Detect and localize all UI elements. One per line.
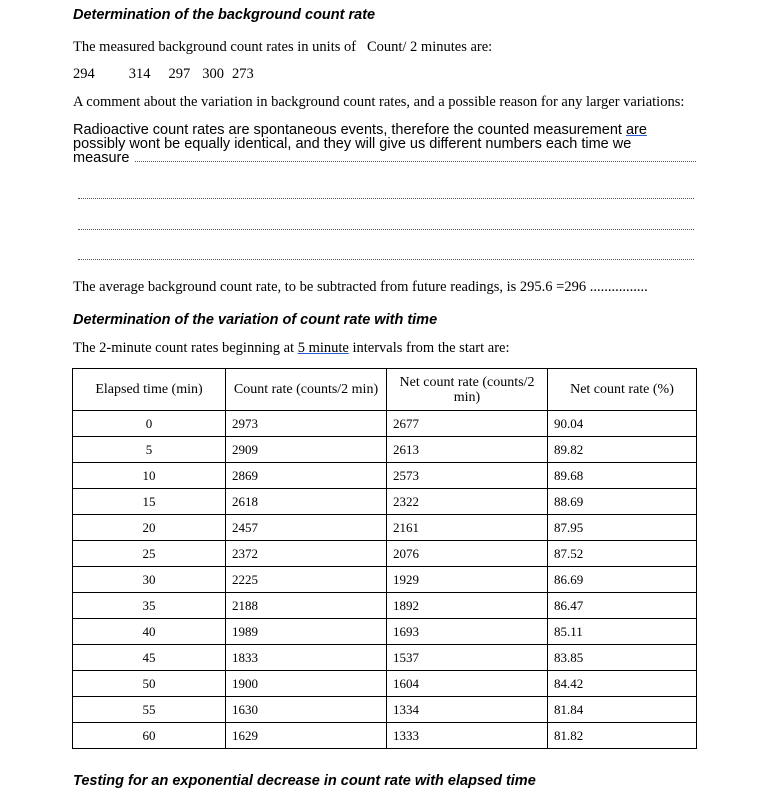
header-net-count-percent: Net count rate (%): [548, 369, 697, 411]
elapsed-time-cell: 10: [73, 463, 226, 489]
table-row: [73, 619, 697, 645]
net-count-cell: 2322: [387, 489, 548, 515]
elapsed-time-cell: 15: [73, 489, 226, 515]
dotted-line: [78, 198, 694, 199]
comment-prompt: A comment about the variation in background count rates, and a possible reason for any larger variations:: [73, 94, 685, 110]
table-row: [73, 411, 697, 437]
elapsed-time-cell: 60: [73, 723, 226, 749]
table-row: [73, 489, 697, 515]
count-rate-cell: 1630: [226, 697, 387, 723]
table-row: [73, 515, 697, 541]
net-count-cell: 2573: [387, 463, 548, 489]
count-rate-cell: 2618: [226, 489, 387, 515]
background-intro: The measured background count rates in units of Count/ 2 minutes are:: [73, 39, 493, 55]
count-rate-cell: 1629: [226, 723, 387, 749]
elapsed-time-cell: 0: [73, 411, 226, 437]
count-rate-cell: 2188: [226, 593, 387, 619]
elapsed-time-cell: 5: [73, 437, 226, 463]
table-row: [73, 541, 697, 567]
table-row: [73, 463, 697, 489]
elapsed-time-cell: 35: [73, 593, 226, 619]
intro-text: intervals from the start are:: [348, 340, 510, 356]
count-rate-cell: 2225: [226, 567, 387, 593]
dotted-line: [135, 161, 696, 162]
net-percent-cell: 83.85: [548, 645, 697, 671]
count-rate-cell: 2973: [226, 411, 387, 437]
count-rate-cell: 1900: [226, 671, 387, 697]
net-count-cell: 1892: [387, 593, 548, 619]
net-percent-cell: 81.84: [548, 697, 697, 723]
elapsed-time-cell: 25: [73, 541, 226, 567]
answer-text: Radioactive count rates are spontaneous events, therefore the counted measurement: [73, 122, 626, 138]
answer-text: possibly wont be equally identical, and they will give us different numbers each time we: [73, 136, 632, 152]
net-percent-cell: 87.95: [548, 515, 697, 541]
net-count-cell: 1537: [387, 645, 548, 671]
bg-value: 300: [202, 66, 224, 82]
heading-background: Determination of the background count rate: [73, 7, 376, 23]
net-count-cell: 2161: [387, 515, 548, 541]
net-count-cell: 1334: [387, 697, 548, 723]
dotted-line: [78, 229, 694, 230]
net-percent-cell: 86.47: [548, 593, 697, 619]
net-percent-cell: 89.68: [548, 463, 697, 489]
net-percent-cell: 89.82: [548, 437, 697, 463]
variation-intro: [73, 340, 510, 357]
net-percent-cell: 87.52: [548, 541, 697, 567]
elapsed-time-cell: 40: [73, 619, 226, 645]
header-elapsed-time: Elapsed time (min): [73, 369, 226, 411]
net-count-cell: 2677: [387, 411, 548, 437]
bg-value: 297: [168, 66, 191, 82]
net-percent-cell: 84.42: [548, 671, 697, 697]
net-percent-cell: 86.69: [548, 567, 697, 593]
elapsed-time-cell: 55: [73, 697, 226, 723]
net-percent-cell: 85.11: [548, 619, 697, 645]
count-rate-cell: 2457: [226, 515, 387, 541]
elapsed-time-cell: 20: [73, 515, 226, 541]
count-rate-cell: 2909: [226, 437, 387, 463]
count-rate-cell: 2869: [226, 463, 387, 489]
grammar-flagged-word[interactable]: are: [625, 122, 647, 138]
table-row: [73, 567, 697, 593]
table-row: [73, 437, 697, 463]
net-percent-cell: 90.04: [548, 411, 697, 437]
average-background: The average background count rate, to be subtracted from future readings, is 295.6 =296 ................: [73, 279, 648, 295]
net-count-cell: 1604: [387, 671, 548, 697]
net-count-cell: 2076: [387, 541, 548, 567]
net-count-cell: 1333: [387, 723, 548, 749]
table-row: [73, 671, 697, 697]
count-rate-cell: 1833: [226, 645, 387, 671]
net-count-cell: 2613: [387, 437, 548, 463]
table-row: [73, 723, 697, 749]
table-row: [73, 697, 697, 723]
header-net-count-rate: Net count rate (counts/2 min): [387, 369, 548, 411]
elapsed-time-cell: 45: [73, 645, 226, 671]
background-values: [73, 66, 254, 83]
count-rate-cell: 2372: [226, 541, 387, 567]
elapsed-time-cell: 30: [73, 567, 226, 593]
bg-value: 273: [232, 66, 254, 82]
dotted-line: [78, 259, 694, 260]
heading-variation: Determination of the variation of count rate with time: [73, 312, 438, 328]
bg-value: 314: [128, 66, 151, 82]
elapsed-time-cell: 50: [73, 671, 226, 697]
comment-answer[interactable]: [73, 123, 713, 165]
header-count-rate: Count rate (counts/2 min): [226, 369, 387, 411]
net-percent-cell: 81.82: [548, 723, 697, 749]
net-count-cell: 1693: [387, 619, 548, 645]
bg-value: 294: [73, 66, 95, 82]
table-row: [73, 593, 697, 619]
answer-text: measure: [73, 150, 130, 166]
heading-exponential: Testing for an exponential decrease in count rate with elapsed time: [73, 773, 536, 789]
intro-text: The 2-minute count rates beginning at: [73, 340, 298, 356]
table-row: [73, 645, 697, 671]
net-percent-cell: 88.69: [548, 489, 697, 515]
net-count-cell: 1929: [387, 567, 548, 593]
count-rate-cell: 1989: [226, 619, 387, 645]
count-rate-table: [72, 368, 697, 749]
grammar-flagged-word[interactable]: 5 minute: [297, 340, 349, 356]
